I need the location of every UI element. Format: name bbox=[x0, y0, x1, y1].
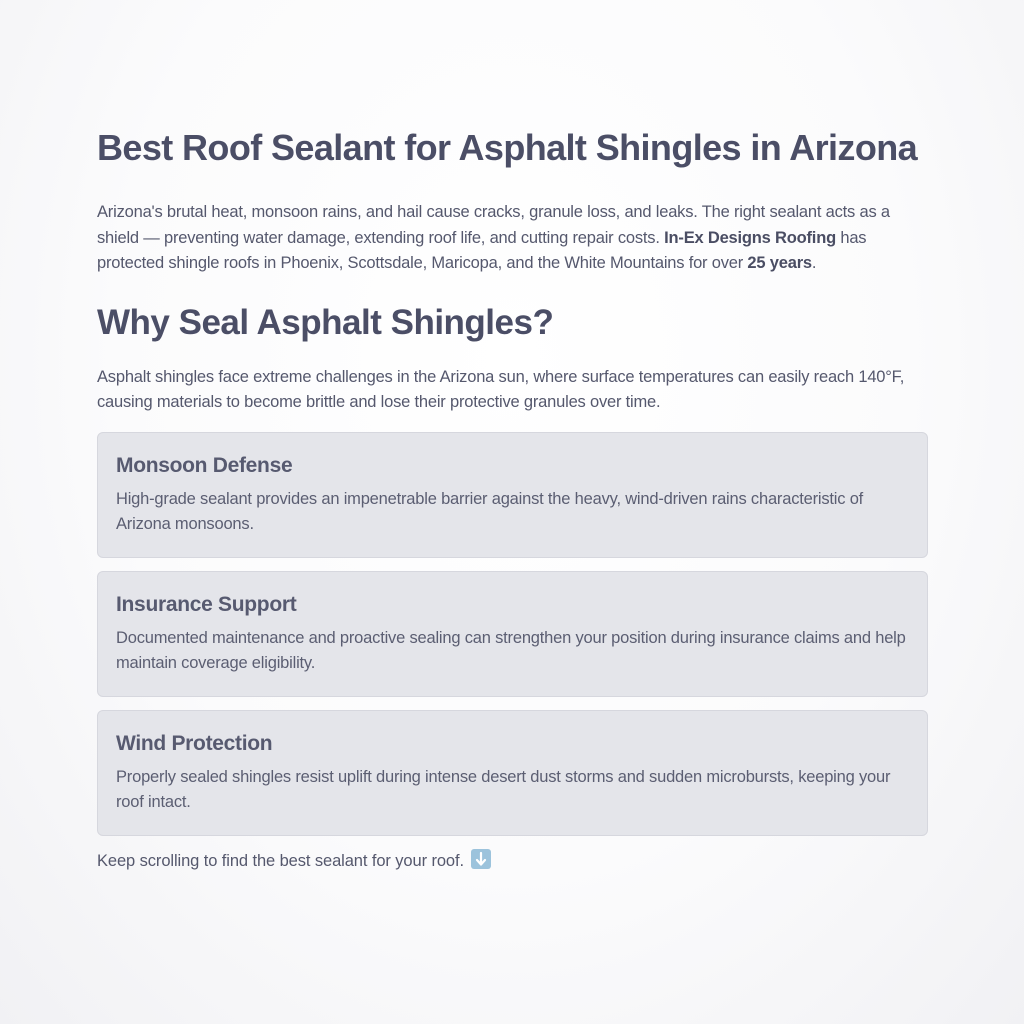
card-body: Documented maintenance and proactive sealing can strengthen your position during insurance claims and help maintain coverage eligibility. bbox=[116, 628, 906, 672]
benefit-card-monsoon-defense bbox=[97, 432, 928, 558]
company-name: In-Ex Designs Roofing bbox=[664, 228, 836, 247]
card-title: Wind Protection bbox=[116, 731, 273, 755]
intro-text-2: has protected shingle roofs in Phoenix, Scottsdale, Maricopa, and the White Mountains for over bbox=[97, 228, 867, 272]
page-title: Best Roof Sealant for Asphalt Shingles in Arizona bbox=[97, 127, 918, 168]
card-body: High-grade sealant provides an impenetrable barrier against the heavy, wind-driven rains characteristic of Arizona monsoons. bbox=[116, 489, 864, 533]
card-title: Insurance Support bbox=[116, 592, 297, 616]
benefit-card-insurance-support bbox=[97, 571, 928, 697]
years-highlight: 25 years bbox=[747, 254, 812, 272]
benefit-card-wind-protection bbox=[97, 710, 928, 836]
section-lead: Asphalt shingles face extreme challenges in the Arizona sun, where surface temperatures can easily reach 140°F, causing materials to become brittle and lose their protective granules over time. bbox=[97, 367, 905, 411]
card-body: Properly sealed shingles resist uplift during intense desert dust storms and sudden microbursts, keeping your roof intact. bbox=[116, 767, 891, 811]
scroll-hint-text: Keep scrolling to find the best sealant for your roof. bbox=[97, 851, 464, 870]
benefit-cards bbox=[97, 432, 928, 836]
intro-text-1: Arizona's brutal heat, monsoon rains, and hail cause cracks, granule loss, and leaks. The right sealant acts as a shield — preventing water damage, extending roof life, and cutting repair costs. bbox=[97, 203, 890, 247]
article bbox=[97, 124, 928, 874]
card-title: Monsoon Defense bbox=[116, 453, 293, 477]
intro-text-3: . bbox=[811, 254, 817, 272]
intro-paragraph bbox=[97, 200, 928, 277]
down-arrow-icon bbox=[471, 849, 491, 869]
section-title: Why Seal Asphalt Shingles? bbox=[97, 302, 554, 342]
scroll-hint bbox=[97, 849, 928, 874]
